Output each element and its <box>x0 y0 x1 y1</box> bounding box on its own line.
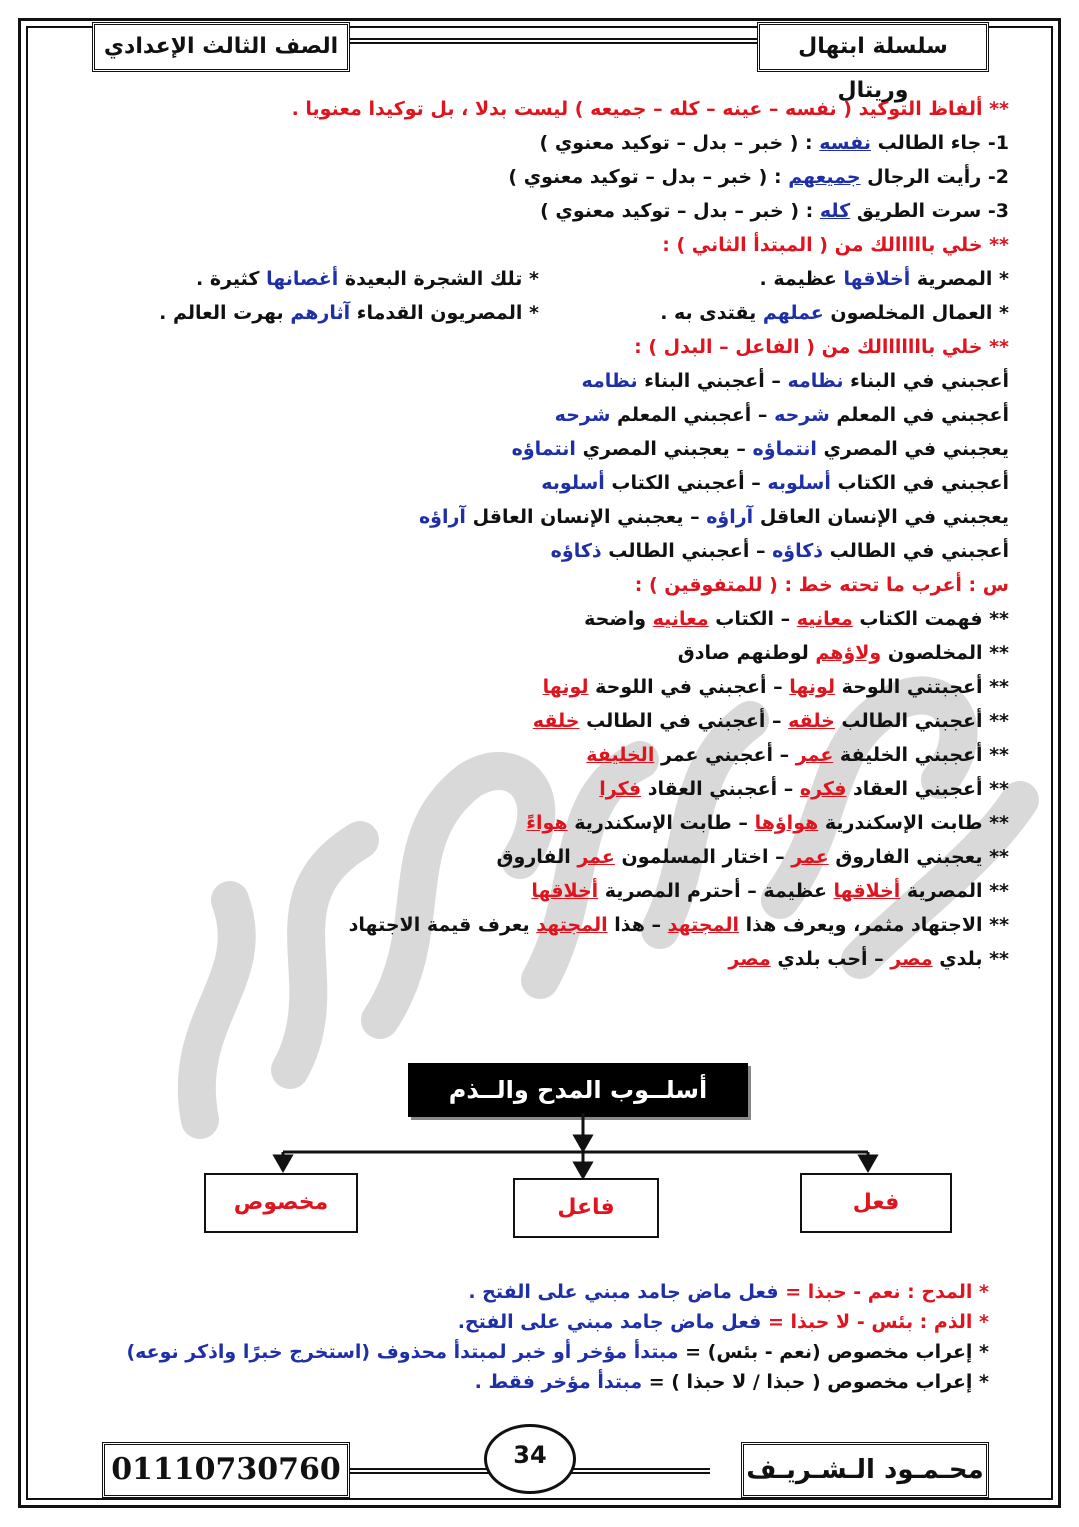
mubtada-example: * المصرية أخلاقها عظيمة . <box>759 268 1009 290</box>
list-item: ** أعجبتني اللوحة لونها – أعجبني في اللوحة لونها <box>542 676 1009 698</box>
q-word: نفسه <box>819 132 871 154</box>
definition-item: * المدح : نعم - حبذا = فعل ماض جامد مبني على الفتح . <box>468 1281 989 1303</box>
q-word: جميعهم <box>788 166 861 188</box>
list-item: ** أعجبني الطالب خلقه – أعجبني في الطالب خلقه <box>532 710 1009 732</box>
list-item: ** المخلصون ولاؤهم لوطنهم صادق <box>677 642 1009 664</box>
diagram-title: أسلــوب المدح والــذم <box>408 1063 748 1117</box>
author-name: محـمـود الـشـريـف <box>741 1442 989 1498</box>
list-item: أعجبني في المعلم شرحه – أعجبني المعلم شرحه <box>554 404 1009 426</box>
list-item: ** الاجتهاد مثمر، ويعرف هذا المجتهد – هذا المجتهد يعرف قيمة الاجتهاد <box>348 914 1009 936</box>
series-title: سلسلة ابتهال وريتال <box>757 22 989 72</box>
emphasis-rule: ** ألفاظ التوكيد ( نفسه – عينه – كله – جميعه ) ليست بدلا ، بل توكيدا معنويا . <box>291 98 1009 120</box>
mubtada-example: * المصريون القدماء آثارهم بهرت العالم . <box>159 302 539 324</box>
definitions <box>126 1277 989 1397</box>
q-text: 2- رأيت الرجال <box>860 166 1009 188</box>
list-item: ** أعجبني العقاد فكره – أعجبني العقاد فكرا <box>599 778 1009 800</box>
mubtada-example: * العمال المخلصون عملهم يقتدى به . <box>660 302 1009 324</box>
q-options: : ( خبر – بدل – توكيد معنوي ) <box>540 200 820 222</box>
list-item: ** أعجبني الخليفة عمر – أعجبني عمر الخليفة <box>586 744 1009 766</box>
definition-item: * إعراب مخصوص (نعم - بئس) = مبتدأ مؤخر أو خبر لمبتدأ محذوف (استخرج خبرًا واذكر نوعه) <box>126 1341 989 1363</box>
definition-item: * إعراب مخصوص ( حبذا / لا حبذا ) = مبتدأ مؤخر فقط . <box>474 1371 989 1393</box>
mubtada-title: ** خلي بااااالك من ( المبتدأ الثاني ) : <box>662 234 1009 256</box>
page-number: 34 <box>484 1424 576 1494</box>
list-item: ** المصرية أخلاقها عظيمة – أحترم المصرية أخلاقها <box>531 880 1009 902</box>
diagram-box-fail: فاعل <box>513 1178 659 1238</box>
list-item: أعجبني في الطالب ذكاؤه – أعجبني الطالب ذكاؤه <box>550 540 1009 562</box>
mubtada-example: * تلك الشجرة البعيدة أغصانها كثيرة . <box>196 268 539 290</box>
list-item: أعجبني في البناء نظامه – أعجبني البناء نظامه <box>581 370 1009 392</box>
list-item: ** طابت الإسكندرية هواؤها – طابت الإسكندرية هواءً <box>526 812 1009 834</box>
list-item: يعجبني في الإنسان العاقل آراؤه – يعجبني الإنسان العاقل آراؤه <box>418 506 1009 528</box>
q-word: كله <box>819 200 851 222</box>
list-item: ** فهمت الكتاب معانيه – الكتاب معانيه واضحة <box>584 608 1009 630</box>
list-item: ** بلدي مصر – أحب بلدي مصر <box>728 948 1009 970</box>
q-text: 1- جاء الطالب <box>870 132 1009 154</box>
definition-item: * الذم : بئس - لا حبذا = فعل ماض جامد مبني على الفتح. <box>457 1311 989 1333</box>
fail-badal-title: ** خلي بااااااالك من ( الفاعل – البدل ) : <box>634 336 1009 358</box>
diagram-box-fil: فعل <box>800 1173 952 1233</box>
q-options: : ( خبر – بدل – توكيد معنوي ) <box>508 166 789 188</box>
phone-number: 01110730760 <box>102 1442 350 1498</box>
list-item: ** يعجبني الفاروق عمر – اختار المسلمون عمر الفاروق <box>496 846 1009 868</box>
q-options: : ( خبر – بدل – توكيد معنوي ) <box>539 132 820 154</box>
grade-title: الصف الثالث الإعدادي <box>92 22 350 72</box>
irab-title: س : أعرب ما تحته خط : ( للمتفوقين ) : <box>634 574 1009 596</box>
q-text: 3- سرت الطريق <box>850 200 1009 222</box>
diagram-box-makhsous: مخصوص <box>204 1173 358 1233</box>
list-item: يعجبني في المصري انتماؤه – يعجبني المصري انتماؤه <box>511 438 1009 460</box>
list-item: أعجبني في الكتاب أسلوبه – أعجبني الكتاب أسلوبه <box>541 472 1009 494</box>
